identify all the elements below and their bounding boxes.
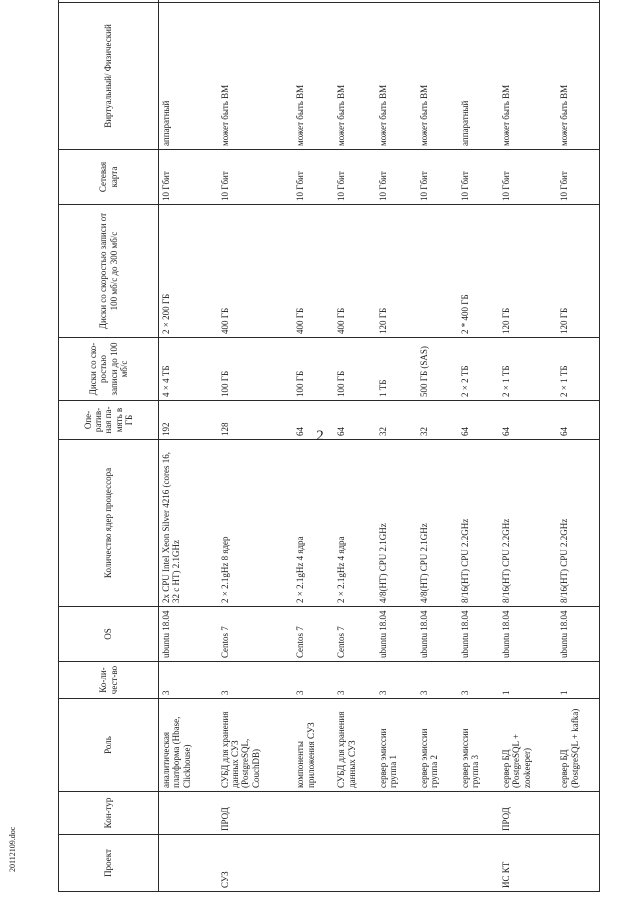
cell-disk-fast: 120 ГБ <box>376 205 417 338</box>
table-row <box>218 0 294 892</box>
cell-role: сервер эмиссии группа 2 <box>417 699 458 792</box>
cell-disk-fast: 400 ГБ <box>293 205 334 338</box>
cell-os: ubuntu 18.04 <box>159 607 218 662</box>
cell-disk-slow: 1 ТБ <box>376 338 417 401</box>
cell-ram: 64 <box>557 401 599 440</box>
cell-cpu: 8/16(HT) CPU 2.2GHz <box>499 440 557 607</box>
cell-cpu: 2 × 2.1gHz 4 ядра <box>334 440 375 607</box>
cell-kontur: ПРОД <box>218 792 294 835</box>
cell-count: 3 <box>417 662 458 699</box>
cell-extra <box>334 0 375 3</box>
cell-role: СУБД для хранения данных СУЗ (PostgreSQL, CouchDB) <box>218 699 294 792</box>
cell-os: ubuntu 18.04 <box>417 607 458 662</box>
cell-extra <box>499 0 557 3</box>
cell-network: 10 Гбит <box>334 150 375 205</box>
cell-count: 3 <box>293 662 334 699</box>
cell-disk-fast: 400 ГБ <box>218 205 294 338</box>
cell-os: ubuntu 18.04 <box>376 607 417 662</box>
cell-disk-fast: 120 ГБ <box>557 205 599 338</box>
header-disk-fast: Диски со скоростью записи от 100 мб/с до 300 мб/с <box>59 205 159 338</box>
header-count: Ко-ли-чест-во <box>59 662 159 699</box>
cell-kontur <box>557 792 599 835</box>
cell-disk-slow: 100 ГБ <box>218 338 294 401</box>
cell-project <box>376 835 417 892</box>
table-body <box>159 0 600 892</box>
cell-virtual: может быть ВМ <box>376 3 417 150</box>
cell-os: ubuntu 18.04 <box>557 607 599 662</box>
cell-os: Centos 7 <box>218 607 294 662</box>
cell-count: 3 <box>159 662 218 699</box>
header-project: Проект <box>59 835 159 892</box>
cell-cpu: 2x CPU Intel Xeon Silver 4216 (cores 16, 32 с HT) 2.1GHz <box>159 440 218 607</box>
cell-count: 1 <box>557 662 599 699</box>
cell-cpu: 2 × 2.1gHz 4 ядра <box>293 440 334 607</box>
table-row <box>334 0 375 892</box>
header-kontur: Кон-тур <box>59 792 159 835</box>
cell-virtual: может быть ВМ <box>557 3 599 150</box>
server-requirements-table <box>58 0 600 892</box>
cell-ram: 64 <box>334 401 375 440</box>
cell-disk-slow: 100 ГБ <box>293 338 334 401</box>
cell-disk-fast: 120 ГБ <box>499 205 557 338</box>
cell-network: 10 Гбит <box>557 150 599 205</box>
cell-ram: 32 <box>417 401 458 440</box>
cell-project: ИС КТ <box>499 835 557 892</box>
table-row <box>417 0 458 892</box>
cell-count: 3 <box>376 662 417 699</box>
cell-os: ubuntu 18.04 <box>499 607 557 662</box>
cell-ram: 128 <box>218 401 294 440</box>
cell-count: 3 <box>334 662 375 699</box>
cell-role: компоненты приложения СУЗ <box>293 699 334 792</box>
cell-network: 10 Гбит <box>458 150 499 205</box>
page-number: 2 <box>316 428 324 444</box>
cell-disk-slow: 2 × 2 ТБ <box>458 338 499 401</box>
table-row <box>159 0 218 892</box>
cell-extra <box>458 0 499 3</box>
cell-extra <box>557 0 599 3</box>
cell-virtual: может быть ВМ <box>293 3 334 150</box>
cell-role: СУБД для хранения данных СУЗ <box>334 699 375 792</box>
document-filename: 20112109.doc <box>8 826 17 872</box>
cell-disk-fast: 400 ГБ <box>334 205 375 338</box>
cell-disk-slow: 2 × 1 ТБ <box>499 338 557 401</box>
cell-project <box>293 835 334 892</box>
table-row <box>499 0 557 892</box>
header-network: Сетевая карта <box>59 150 159 205</box>
cell-network: 10 Гбит <box>499 150 557 205</box>
cell-kontur: ПРОД <box>499 792 557 835</box>
table-row <box>376 0 417 892</box>
cell-ram: 32 <box>376 401 417 440</box>
cell-disk-fast: 2 × 200 ГБ <box>159 205 218 338</box>
header-cpu: Количество ядер процессора <box>59 440 159 607</box>
table-header-row <box>59 0 159 892</box>
cell-disk-fast <box>417 205 458 338</box>
cell-role: сервер эмиссии группа 3 <box>458 699 499 792</box>
cell-virtual: может быть ВМ <box>218 3 294 150</box>
cell-cpu: 4/8(HT) CPU 2.1GHz <box>376 440 417 607</box>
cell-extra <box>417 0 458 3</box>
cell-disk-slow: 100 ГБ <box>334 338 375 401</box>
cell-count: 3 <box>458 662 499 699</box>
cell-count: 3 <box>218 662 294 699</box>
cell-ram: 64 <box>458 401 499 440</box>
server-requirements-table-container <box>58 6 600 892</box>
cell-role: сервер БД (PostgreSQL + zookeeper) <box>499 699 557 792</box>
cell-disk-slow: 500 ГБ (SAS) <box>417 338 458 401</box>
cell-kontur <box>293 792 334 835</box>
cell-cpu: 2 × 2.1gHz 8 ядер <box>218 440 294 607</box>
cell-kontur <box>159 792 218 835</box>
cell-project: СУЗ <box>218 835 294 892</box>
cell-os: Centos 7 <box>293 607 334 662</box>
cell-project <box>417 835 458 892</box>
cell-network: 10 Гбит <box>376 150 417 205</box>
cell-extra <box>218 0 294 3</box>
cell-count: 1 <box>499 662 557 699</box>
cell-ram: 192 <box>159 401 218 440</box>
cell-cpu: 8/16(HT) CPU 2.2GHz <box>458 440 499 607</box>
cell-kontur <box>458 792 499 835</box>
cell-network: 10 Гбит <box>293 150 334 205</box>
cell-role: аналитическая платформа (Hbase, Clickhouse) <box>159 699 218 792</box>
cell-project <box>458 835 499 892</box>
cell-ram: 64 <box>499 401 557 440</box>
cell-virtual: аппаратный <box>159 3 218 150</box>
cell-extra <box>376 0 417 3</box>
table-row <box>458 0 499 892</box>
cell-virtual: может быть ВМ <box>334 3 375 150</box>
table-row <box>557 0 599 892</box>
header-virtual: Виртуальный/ Физический <box>59 3 159 150</box>
cell-cpu: 4/8(HT) CPU 2.1GHz <box>417 440 458 607</box>
header-extra <box>59 0 159 3</box>
cell-disk-fast: 2 * 400 ГБ <box>458 205 499 338</box>
cell-cpu: 8/16(HT) CPU 2.2GHz <box>557 440 599 607</box>
header-disk-slow: Диски со ско-ростью записи до 100 мб/с <box>59 338 159 401</box>
cell-project <box>334 835 375 892</box>
header-role: Роль <box>59 699 159 792</box>
cell-disk-slow: 4 × 4 ТБ <box>159 338 218 401</box>
cell-ram: 64 <box>293 401 334 440</box>
header-os: OS <box>59 607 159 662</box>
cell-os: ubuntu 18.04 <box>458 607 499 662</box>
cell-virtual: может быть ВМ <box>499 3 557 150</box>
cell-extra <box>159 0 218 3</box>
cell-disk-slow: 2 × 1 ТБ <box>557 338 599 401</box>
cell-virtual: аппаратный <box>458 3 499 150</box>
cell-network: 10 Гбит <box>417 150 458 205</box>
cell-role: сервер БД (PostgreSQL + kafka) <box>557 699 599 792</box>
cell-role: сервер эмиссии группа 1 <box>376 699 417 792</box>
cell-kontur <box>417 792 458 835</box>
cell-project <box>159 835 218 892</box>
cell-virtual: может быть ВМ <box>417 3 458 150</box>
cell-network: 10 Гбит <box>218 150 294 205</box>
cell-project <box>557 835 599 892</box>
cell-extra <box>293 0 334 3</box>
cell-kontur <box>334 792 375 835</box>
cell-network: 10 Гбит <box>159 150 218 205</box>
cell-kontur <box>376 792 417 835</box>
header-ram: Опе-ратив-ная па-мять в ГБ <box>59 401 159 440</box>
cell-os: Centos 7 <box>334 607 375 662</box>
table-row <box>293 0 334 892</box>
